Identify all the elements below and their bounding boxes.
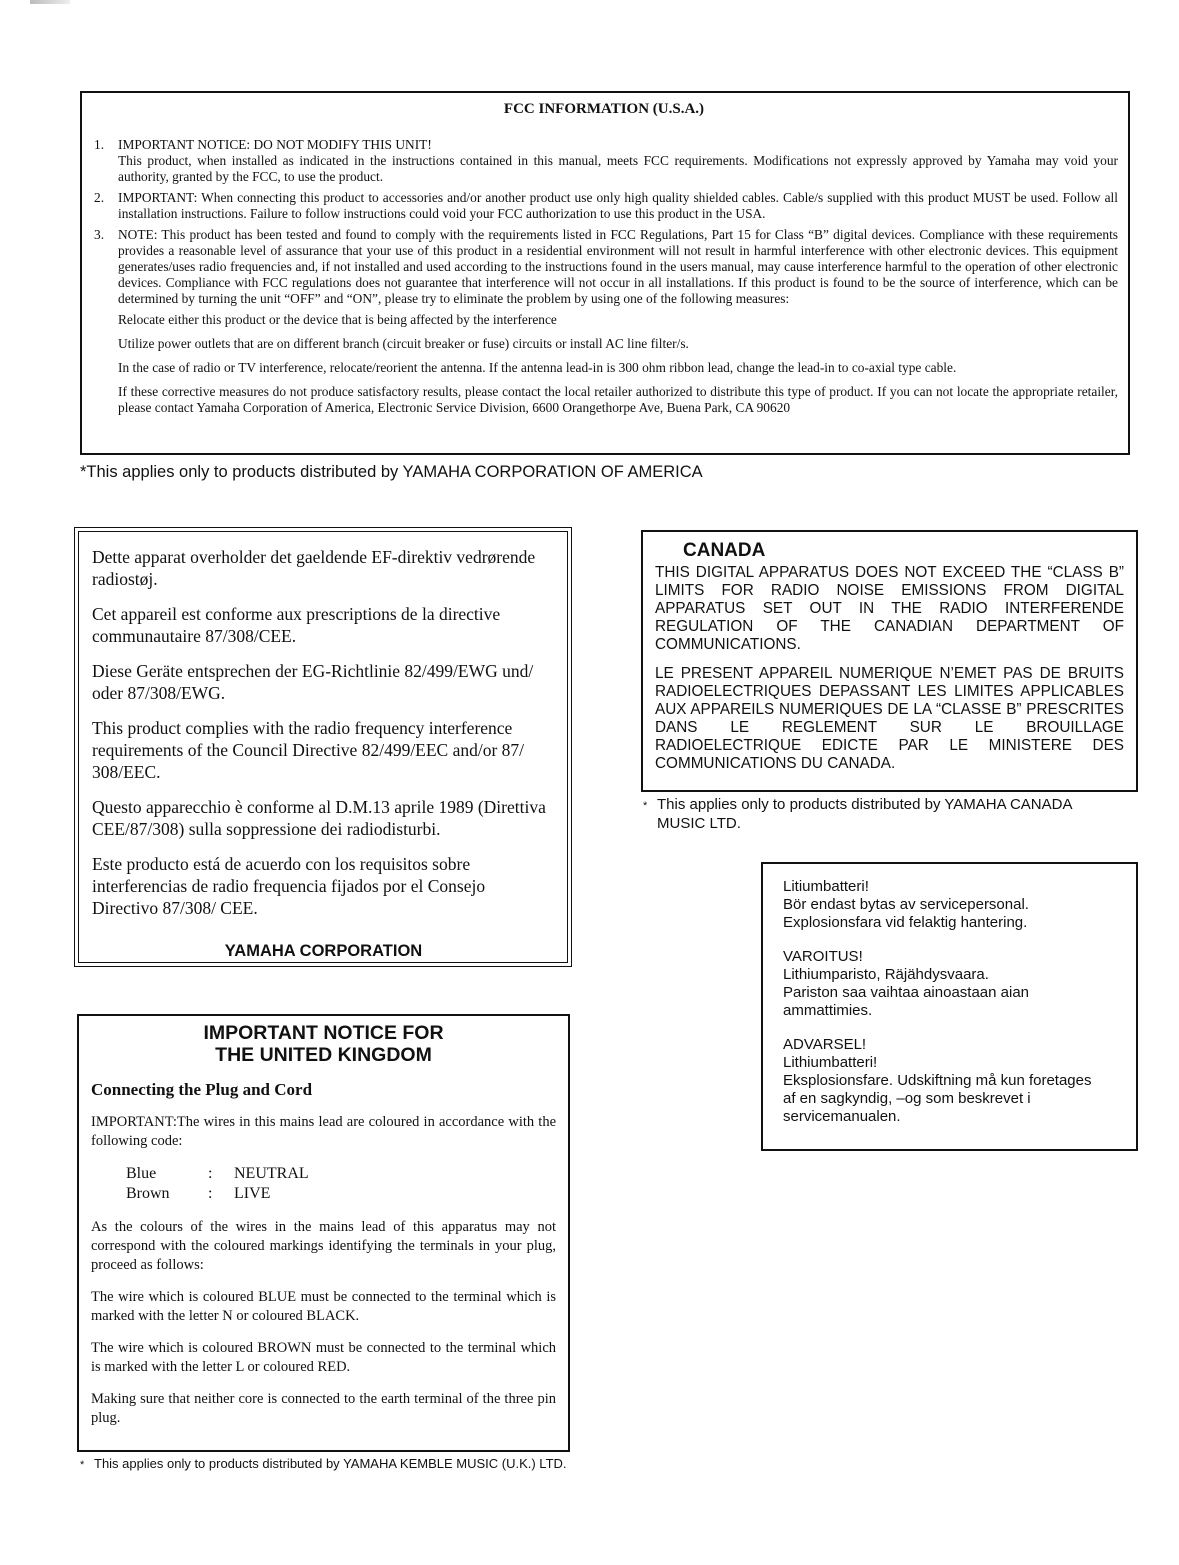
eu-paragraph-german: Diese Geräte entsprechen der EG-Richtlinie 82/499/EWG und/ oder 87/308/EWG. bbox=[92, 661, 534, 703]
table-row bbox=[126, 1164, 309, 1184]
wire-separator: : bbox=[208, 1165, 213, 1182]
fcc-footnote: *This applies only to products distributed by YAMAHA CORPORATION OF AMERICA bbox=[80, 463, 703, 481]
fcc-measures-list bbox=[90, 312, 1118, 416]
wire-color: Brown bbox=[126, 1185, 170, 1202]
lithium-warning-swedish bbox=[783, 878, 1124, 932]
canada-footnote-text: This applies only to products distributed by YAMAHA CANADA MUSIC LTD. bbox=[657, 796, 1072, 832]
warning-line: servicemanualen. bbox=[783, 1108, 901, 1125]
warning-line: Eksplosionsfare. Udskiftning må kun foretages bbox=[783, 1072, 1092, 1089]
fcc-item-text: This product, when installed as indicated in the instructions contained in this manual, meets FCC requirements. Modifications not expressly approved by Yamaha may void your authority, granted by the FCC, to use the product. bbox=[118, 153, 1118, 184]
eu-paragraph-english: This product complies with the radio frequency interference requirements of the Council Directive 82/499/EEC and/or 87/ 308/EEC. bbox=[92, 718, 525, 782]
fcc-item-1 bbox=[90, 137, 1118, 185]
fcc-item-2 bbox=[90, 190, 1118, 222]
fcc-item-number: 2. bbox=[94, 190, 105, 205]
fcc-item-number: 3. bbox=[94, 227, 105, 242]
warning-line: Pariston saa vaihtaa ainoastaan aian bbox=[783, 984, 1030, 1001]
fcc-item-text: IMPORTANT NOTICE: DO NOT MODIFY THIS UNIT! bbox=[118, 137, 432, 152]
uk-paragraph: The wire which is coloured BROWN must be connected to the terminal which is marked with the letter L or coloured RED. bbox=[91, 1340, 556, 1375]
warning-line: Bör endast bytas av servicepersonal. bbox=[783, 896, 1029, 913]
warning-line: ammattimies. bbox=[783, 1002, 873, 1019]
uk-intro: IMPORTANT:The wires in this mains lead are coloured in accordance with the following code: bbox=[91, 1114, 556, 1149]
uk-paragraph: As the colours of the wires in the mains lead of this apparatus may not correspond with the coloured markings identifying the terminals in your plug, proceed as follows: bbox=[91, 1219, 556, 1273]
wire-separator: : bbox=[208, 1185, 213, 1202]
eu-directive-box bbox=[74, 527, 572, 967]
uk-footnote-text: This applies only to products distributed by YAMAHA KEMBLE MUSIC (U.K.) LTD. bbox=[94, 1456, 567, 1471]
warning-line: ADVARSEL! bbox=[783, 1036, 867, 1053]
lithium-battery-warning-box bbox=[761, 862, 1138, 1151]
fcc-measure: If these corrective measures do not produce satisfactory results, please contact the local retailer authorized to distribute this type of product. If you can not locate the appropriate retailer, please contact Yamaha Corporation of America, Electronic Service Division, 6600 Orangethorpe Ave, Buena Park, CA 90620 bbox=[118, 384, 1118, 415]
warning-line: Lithiumparisto, Räjähdysvaara. bbox=[783, 966, 989, 983]
fcc-measure: Utilize power outlets that are on different branch (circuit breaker or fuse) circuits or install AC line filter/s. bbox=[118, 336, 689, 351]
canada-paragraph-french: LE PRESENT APPAREIL NUMERIQUE N’EMET PAS DE BRUITS RADIOELECTRIQUES DEPASSANT LES LIMITES APPLICABLES AUX APPAREILS NUMERIQUES DE LA “CLASSE B” PRESCRITES DANS LE REGLEMENT SUR LE BROUILLAGE RADIOELECTRIQUE EDICTE PAR LE MINISTERE DES COMMUNICATIONS DU CANADA. bbox=[655, 665, 1124, 772]
uk-paragraph: Making sure that neither core is connected to the earth terminal of the three pin plug. bbox=[91, 1391, 556, 1426]
lithium-warning-finnish bbox=[783, 948, 1124, 1020]
footnote-asterisk: * bbox=[643, 800, 648, 812]
warning-line: Litiumbatteri! bbox=[783, 878, 869, 895]
fcc-item-number: 1. bbox=[94, 137, 105, 152]
uk-paragraph: The wire which is coloured BLUE must be connected to the terminal which is marked with the letter N or coloured BLACK. bbox=[91, 1289, 556, 1324]
fcc-information-box bbox=[80, 91, 1130, 455]
table-row bbox=[126, 1184, 309, 1204]
fcc-title: FCC INFORMATION (U.S.A.) bbox=[503, 101, 705, 117]
uk-footnote bbox=[80, 1456, 580, 1473]
lithium-warning-danish bbox=[783, 1036, 1124, 1126]
uk-subtitle: Connecting the Plug and Cord bbox=[91, 1080, 313, 1099]
uk-notice-box bbox=[77, 1014, 570, 1452]
wire-color: Blue bbox=[126, 1165, 157, 1182]
eu-paragraph-french: Cet appareil est conforme aux prescriptions de la directive communautaire 87/308/CEE. bbox=[92, 604, 501, 646]
eu-paragraph-italian: Questo apparecchio è conforme al D.M.13 aprile 1989 (Direttiva CEE/87/308) sulla soppressione dei radiodisturbi. bbox=[92, 797, 546, 839]
fcc-item-text: NOTE: This product has been tested and found to comply with the requirements listed in FCC Regulations, Part 15 for Class “B” digital devices. Compliance with these requirements provides a reasonable level of assurance that your use of this product in a residential environment will not result in harmful interference with other electronic devices. This equipment generates/uses radio frequencies and, if not installed and used according to the instructions found in the users manual, may cause interference harmful to the operation of other electronic devices. Compliance with FCC regulations does not guarantee that interference will not occur in all installations. If this product is found to be the source of interference, which can be determined by turning the unit “OFF” and “ON”, please try to eliminate the problem by using one of the following measures: bbox=[118, 227, 1118, 306]
uk-title-line-1: IMPORTANT NOTICE FOR bbox=[203, 1022, 444, 1044]
fcc-item-3 bbox=[90, 227, 1118, 307]
wire-color-table bbox=[126, 1164, 309, 1204]
scan-mark bbox=[30, 0, 70, 4]
eu-paragraph-danish: Dette apparat overholder det gaeldende EF-direktiv vedrørende radiostøj. bbox=[92, 547, 536, 589]
fcc-item-text: IMPORTANT: When connecting this product to accessories and/or another product use only high quality shielded cables. Cable/s supplied with this product MUST be used. Follow all installation instructions. Failure to follow instructions could void your FCC authorization to use this product in the USA. bbox=[118, 190, 1118, 221]
canada-paragraph-english: THIS DIGITAL APPARATUS DOES NOT EXCEED THE “CLASS B” LIMITS FOR RADIO NOISE EMISSIONS FROM DIGITAL APPARATUS SET OUT IN THE RADIO INTERFERENDE REGULATION OF THE CANADIAN DEPARTMENT OF COMMUNICATIONS. bbox=[655, 564, 1124, 653]
warning-line: af en sagkyndig, –og som beskrevet i bbox=[783, 1090, 1031, 1107]
wire-meaning: NEUTRAL bbox=[234, 1165, 309, 1182]
warning-line: VAROITUS! bbox=[783, 948, 863, 965]
eu-paragraph-spanish: Este producto está de acuerdo con los requisitos sobre interferencias de radio frequencia fijados por el Consejo Directivo 87/308/ CEE. bbox=[92, 854, 486, 918]
canada-title: CANADA bbox=[683, 540, 766, 561]
canada-footnote bbox=[643, 795, 1123, 833]
fcc-measure: In the case of radio or TV interference, relocate/reorient the antenna. If the antenna lead-in is 300 ohm ribbon lead, change the lead-in to co-axial type cable. bbox=[118, 360, 957, 375]
fcc-measure: Relocate either this product or the device that is being affected by the interference bbox=[118, 312, 557, 327]
warning-line: Explosionsfara vid felaktig hantering. bbox=[783, 914, 1028, 931]
uk-title-line-2: THE UNITED KINGDOM bbox=[215, 1044, 432, 1066]
uk-title bbox=[91, 1022, 556, 1066]
warning-line: Lithiumbatteri! bbox=[783, 1054, 878, 1071]
eu-corporation-name: YAMAHA CORPORATION bbox=[224, 942, 423, 960]
footnote-asterisk: * bbox=[80, 1459, 85, 1471]
canada-notice-box bbox=[641, 530, 1138, 792]
wire-meaning: LIVE bbox=[234, 1185, 271, 1202]
